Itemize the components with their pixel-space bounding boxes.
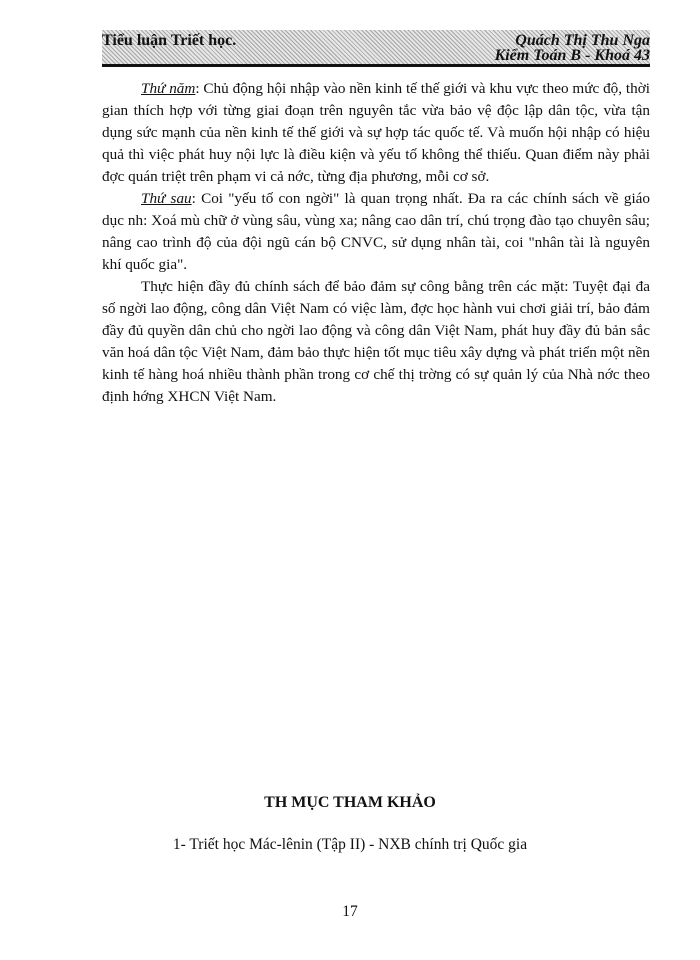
body-text [102,78,650,408]
paragraph-content: : Chủ động hội nhập vào nền kinh tế thế giới và khu vực theo mức độ, thời gian thích hợp với từng giai đoạn trên nguyên tắc vừa bảo vệ độc lập dân tộc, vừa tận dụng sức mạnh của nền kinh tế thế giới và sự hợp tác quốc tế. Và muốn hội nhập có hiệu quả thì việc phát huy nội lực là điều kiện và yếu tố không thể thiếu. Quan điểm này phải đợc quán triệt trên phạm vi cả nớc, từng địa phương, mỗi cơ sở. [102,80,650,185]
paragraph-thu-sau [102,188,650,276]
header-doc-title: Tiểu luận Triết học. [102,32,237,49]
paragraph-content: Thực hiện đầy đủ chính sách để bảo đảm sự công bằng trên các mặt: Tuyệt đại đa số ngời lao động, công dân Việt Nam có việc làm, đợc học hành vui chơi giải trí, bảo đảm đầy đủ quyền dân chủ cho ngời lao động và công dân Việt Nam, phát huy đầy đủ bản sắc văn hoá dân tộc Việt Nam, đảm bảo thực hiện tốt mục tiêu xây dựng và phát triển một nền kinh tế hàng hoá nhiều thành phần trong cơ chế thị trờng có sự quản lý của Nhà nớc theo định hớng XHCN Việt Nam. [102,278,650,405]
page-number: 17 [342,903,358,920]
references-heading: TH MỤC THAM KHẢO [264,794,436,811]
header-author-name: Quách Thị Thu Nga [515,32,650,49]
paragraph-cong-bang [102,276,650,408]
paragraph-content: : Coi "yếu tố con ngời" là quan trọng nhất. Đa ra các chính sách về giáo dục nh: Xoá mù chữ ở vùng sâu, vùng xa; nâng cao dân trí, chú trọng đào tạo chuyên sâu; nâng cao trình độ của đội ngũ cán bộ CNVC, sử dụng nhân tài, coi "nhân tài là nguyên khí quốc gia". [102,190,651,273]
paragraph-label: Thứ năm [141,80,196,97]
paragraph-thu-nam [102,78,650,188]
page-header [102,30,650,67]
paragraph-label: Thứ sau [141,190,192,207]
header-class-info: Kiểm Toán B - Khoá 43 [494,47,650,64]
reference-item: 1- Triết học Mác-lênin (Tập II) - NXB chính trị Quốc gia [172,836,528,853]
